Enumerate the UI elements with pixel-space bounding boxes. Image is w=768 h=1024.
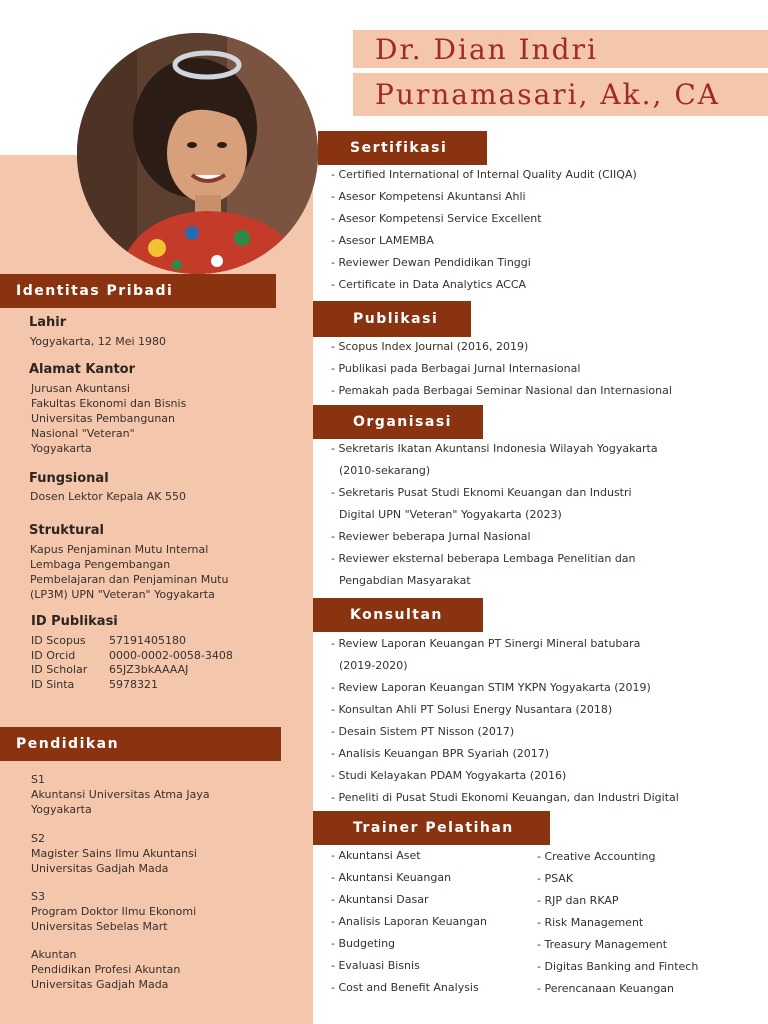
alamat-line: Fakultas Ekonomi dan Bisnis bbox=[31, 397, 187, 410]
list-item-continuation: Digital UPN "Veteran" Yogyakarta (2023) bbox=[339, 508, 562, 521]
id-label: ID Scholar bbox=[31, 663, 88, 676]
id-label: ID Orcid bbox=[31, 649, 76, 662]
lahir-title: Lahir bbox=[29, 315, 67, 330]
education-entry bbox=[31, 831, 197, 876]
education-entry bbox=[31, 889, 196, 934]
trainer-list-right bbox=[537, 846, 698, 1000]
education-line: Akuntansi Universitas Atma Jaya bbox=[31, 788, 210, 801]
list-item: - Review Laporan Keuangan STIM YKPN Yogyakarta (2019) bbox=[331, 677, 679, 699]
section-header-konsultan: Konsultan bbox=[313, 598, 483, 632]
id-row bbox=[31, 648, 233, 663]
education-line: Program Doktor Ilmu Ekonomi bbox=[31, 905, 197, 918]
education-level: S1 bbox=[31, 773, 45, 786]
list-item: - Budgeting bbox=[331, 933, 487, 955]
list-item: - Konsultan Ahli PT Solusi Energy Nusantara (2018) bbox=[331, 699, 679, 721]
education-line: Pendidikan Profesi Akuntan bbox=[31, 963, 181, 976]
education-line: Magister Sains Ilmu Akuntansi bbox=[31, 847, 197, 860]
education-line: Universitas Gadjah Mada bbox=[31, 862, 169, 875]
lahir-value bbox=[30, 334, 166, 349]
struktural-line: Kapus Penjaminan Mutu Internal bbox=[30, 543, 209, 556]
fungsional-title: Fungsional bbox=[29, 471, 109, 486]
list-item: - RJP dan RKAP bbox=[537, 890, 698, 912]
id-row bbox=[31, 633, 186, 648]
alamat-line: Universitas Pembangunan bbox=[31, 412, 176, 425]
list-item: - Analisis Laporan Keuangan bbox=[331, 911, 487, 933]
list-item: - Evaluasi Bisnis bbox=[331, 955, 487, 977]
list-item: - Analisis Keuangan BPR Syariah (2017) bbox=[331, 743, 679, 765]
alamat-title: Alamat Kantor bbox=[29, 362, 136, 377]
list-item: - Reviewer eksternal beberapa Lembaga Penelitian dan bbox=[331, 548, 658, 570]
list-item: - Publikasi pada Berbagai Jurnal Internasional bbox=[331, 358, 672, 380]
fungsional-value bbox=[30, 489, 186, 504]
id-publikasi-title: ID Publikasi bbox=[31, 614, 118, 629]
fungsional-line: Dosen Lektor Kepala AK 550 bbox=[30, 490, 186, 503]
list-item: - Sekretaris Pusat Studi Eknomi Keuangan dan Industri bbox=[331, 482, 658, 504]
list-item-continuation: Pengabdian Masyarakat bbox=[339, 574, 471, 587]
list-item: - Peneliti di Pusat Studi Ekonomi Keuangan, dan Industri Digital bbox=[331, 787, 679, 809]
section-header-trainer: Trainer Pelatihan bbox=[313, 811, 550, 845]
id-value: 5978321 bbox=[109, 678, 158, 691]
section-header-identitas: Identitas Pribadi bbox=[0, 274, 276, 308]
list-item: - Creative Accounting bbox=[537, 846, 698, 868]
list-item-continuation: (2019-2020) bbox=[339, 659, 408, 672]
list-item: - Scopus Index Journal (2016, 2019) bbox=[331, 336, 672, 358]
list-item: - Certificate in Data Analytics ACCA bbox=[331, 274, 637, 296]
list-item: - Reviewer beberapa Jurnal Nasional bbox=[331, 526, 658, 548]
trainer-list-left bbox=[331, 845, 487, 999]
alamat-value bbox=[31, 381, 186, 456]
list-item: - Desain Sistem PT Nisson (2017) bbox=[331, 721, 679, 743]
alamat-line: Jurusan Akuntansi bbox=[31, 382, 130, 395]
list-item: - Certified International of Internal Quality Audit (CIIQA) bbox=[331, 164, 637, 186]
struktural-value bbox=[30, 542, 228, 602]
list-item: - Akuntansi Aset bbox=[331, 845, 487, 867]
profile-photo bbox=[77, 33, 318, 274]
section-header-sertifikasi: Sertifikasi bbox=[318, 131, 487, 165]
list-item: - Akuntansi Dasar bbox=[331, 889, 487, 911]
struktural-line: (LP3M) UPN "Veteran" Yogyakarta bbox=[30, 588, 215, 601]
list-item: - Perencanaan Keuangan bbox=[537, 978, 698, 1000]
id-label: ID Sinta bbox=[31, 678, 75, 691]
list-item: - Asesor Kompetensi Service Excellent bbox=[331, 208, 637, 230]
id-row bbox=[31, 662, 188, 677]
struktural-title: Struktural bbox=[29, 523, 104, 538]
education-entry bbox=[31, 772, 210, 817]
lahir-line: Yogyakarta, 12 Mei 1980 bbox=[30, 335, 167, 348]
list-item: - Sekretaris Ikatan Akuntansi Indonesia Wilayah Yogyakarta bbox=[331, 438, 658, 460]
name-line-1: Dr. Dian Indri bbox=[353, 30, 768, 68]
education-line: Universitas Gadjah Mada bbox=[31, 978, 169, 991]
id-label: ID Scopus bbox=[31, 634, 86, 647]
list-item: - PSAK bbox=[537, 868, 698, 890]
id-value: 65JZ3bkAAAAJ bbox=[109, 663, 189, 676]
list-item-continuation: (2010-sekarang) bbox=[339, 464, 431, 477]
list-item: - Treasury Management bbox=[537, 934, 698, 956]
list-item: - Digitas Banking and Fintech bbox=[537, 956, 698, 978]
education-line: Yogyakarta bbox=[31, 803, 92, 816]
education-line: Universitas Sebelas Mart bbox=[31, 920, 168, 933]
publikasi-list bbox=[331, 336, 672, 402]
sertifikasi-list bbox=[331, 164, 637, 296]
list-item: - Studi Kelayakan PDAM Yogyakarta (2016) bbox=[331, 765, 679, 787]
list-item: - Akuntansi Keuangan bbox=[331, 867, 487, 889]
portrait-illustration bbox=[77, 33, 318, 274]
education-level: Akuntan bbox=[31, 948, 77, 961]
alamat-line: Nasional "Veteran" bbox=[31, 427, 135, 440]
education-level: S2 bbox=[31, 832, 45, 845]
id-row bbox=[31, 677, 158, 692]
section-header-organisasi: Organisasi bbox=[313, 405, 483, 439]
list-item: - Asesor LAMEMBA bbox=[331, 230, 637, 252]
section-header-publikasi: Publikasi bbox=[313, 301, 471, 337]
list-item: - Risk Management bbox=[537, 912, 698, 934]
list-item: - Cost and Benefit Analysis bbox=[331, 977, 487, 999]
list-item: - Reviewer Dewan Pendidikan Tinggi bbox=[331, 252, 637, 274]
id-value: 57191405180 bbox=[109, 634, 186, 647]
organisasi-list bbox=[331, 438, 658, 592]
konsultan-list bbox=[331, 633, 679, 809]
id-value: 0000-0002-0058-3408 bbox=[109, 649, 233, 662]
section-header-pendidikan: Pendidikan bbox=[0, 727, 281, 761]
education-level: S3 bbox=[31, 890, 45, 903]
list-item: - Pemakah pada Berbagai Seminar Nasional dan Internasional bbox=[331, 380, 672, 402]
alamat-line: Yogyakarta bbox=[31, 442, 92, 455]
list-item: - Asesor Kompetensi Akuntansi Ahli bbox=[331, 186, 637, 208]
struktural-line: Pembelajaran dan Penjaminan Mutu bbox=[30, 573, 229, 586]
struktural-line: Lembaga Pengembangan bbox=[30, 558, 171, 571]
education-entry bbox=[31, 947, 180, 992]
list-item: - Review Laporan Keuangan PT Sinergi Mineral batubara bbox=[331, 633, 679, 655]
name-line-2: Purnamasari, Ak., CA bbox=[353, 73, 768, 116]
